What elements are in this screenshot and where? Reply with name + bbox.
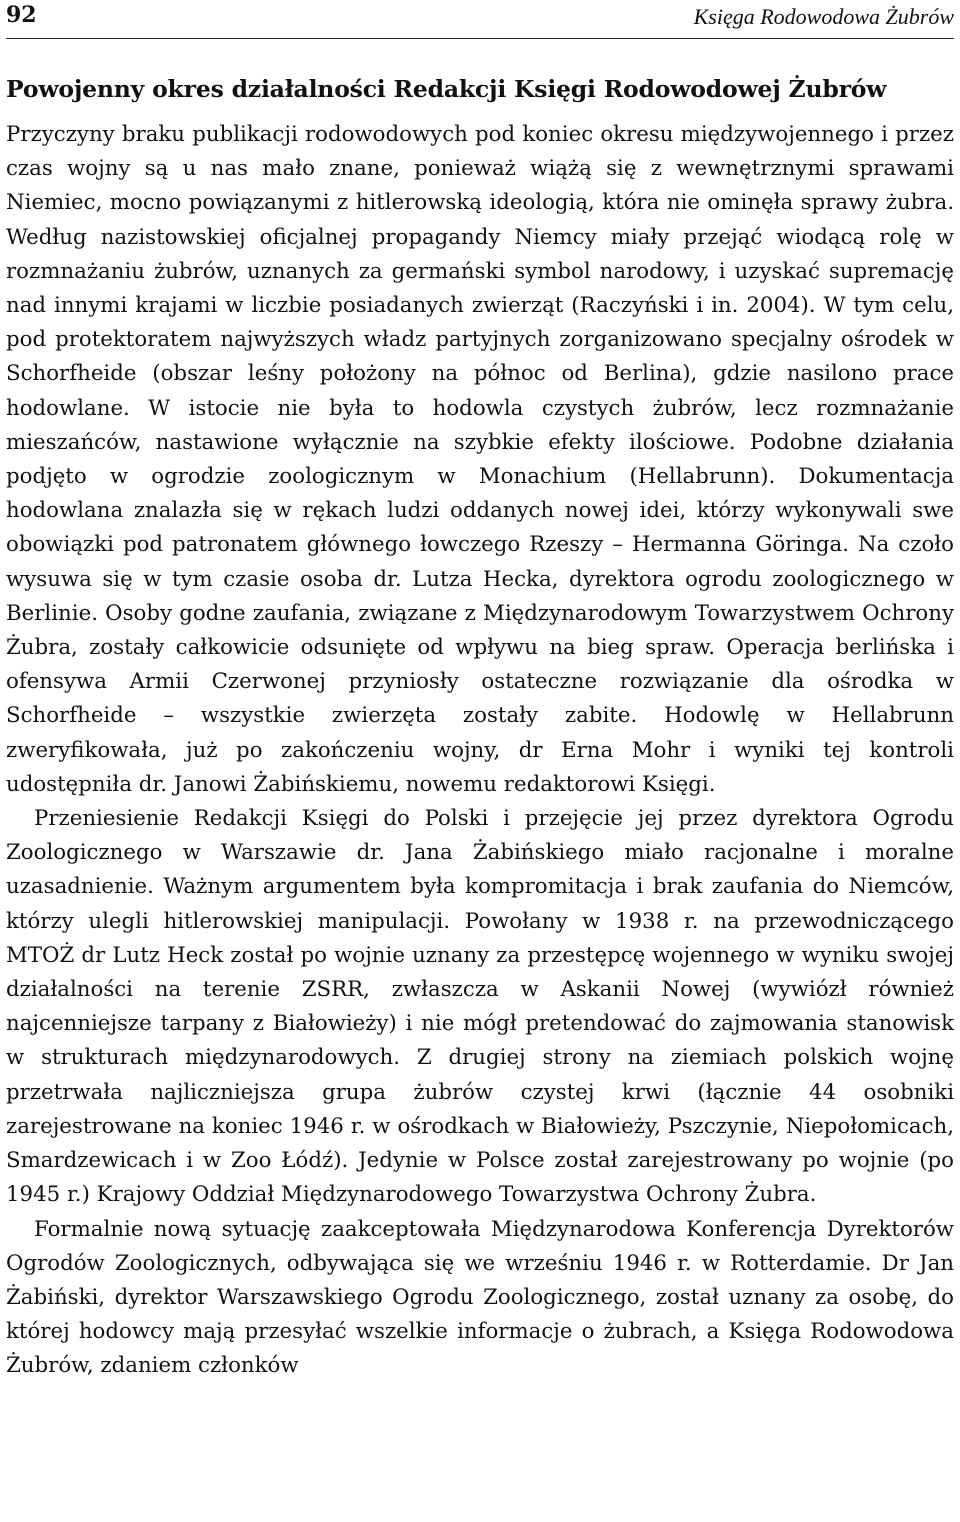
book-page — [6, 0, 954, 1384]
paragraph-3: Formalnie nową sytuację zaakceptowała Międzynarodowa Konferencja Dyrektorów Ogrodów Zoologicznych, odbywająca się we wrześniu 1946 r. w Rotterdamie. Dr Jan Żabiński, dyrektor Warszawskiego Ogrodu Zoologicznego, został uznany za osobę, do której hodowcy mają przesyłać wszelkie informacje o żubrach, a Księga Rodowodowa Żubrów, zdaniem członków — [6, 1216, 954, 1379]
paragraph-2: Przeniesienie Redakcji Księgi do Polski i przejęcie jej przez dyrektora Ogrodu Zoologicznego w Warszawie dr. Jana Żabińskiego miało racjonalne i moralne uzasadnienie. Ważnym argumentem była kompromitacja i brak zaufania do Niemców, którzy ulegli hitlerowskiej manipulacji. Powołany w 1938 r. na przewodniczącego MTOŻ dr Lutz Heck został po wojnie uznany za przestępcę wojennego w wyniku swojej działalności na terenie ZSRR, zwłaszcza w Askanii Nowej (wywiózł również najcenniejsze tarpany z Białowieży) i nie mógł pretendować do zajmowania stanowisk w strukturach międzynarodowych. Z drugiej strony na ziemiach polskich wojnę przetrwała najliczniejsza grupa żubrów czystej krwi (łącznie 44 osobniki zarejestrowane na koniec 1946 r. w ośrodkach w Białowieży, Pszczynie, Niepołomicach, Smardzewicach i w Zoo Łódź). Jedynie w Polsce został zarejestrowany po wojnie (po 1945 r.) Krajowy Oddział Międzynarodowego Towarzystwa Ochrony Żubra. — [6, 806, 954, 1208]
paragraph-1: Przyczyny braku publikacji rodowodowych pod koniec okresu międzywojennego i przez czas wojny są u nas mało znane, ponieważ wiążą się z wewnętrznymi sprawami Niemiec, mocno powiązanymi z hitlerowską ideologią, która nie ominęła sprawy żubra. Według nazistowskiej oficjalnej propagandy Niemcy miały przejąć wiodącą rolę w rozmnażaniu żubrów, uznanych za germański symbol narodowy, i uzyskać supremację nad innymi krajami w liczbie posiadanych zwierząt (Raczyński i in. 2004). W tym celu, pod protektoratem najwyższych władz partyjnych zorganizowano specjalny ośrodek w Schorfheide (obszar leśny położony na północ od Berlina), gdzie nasilono prace hodowlane. W istocie nie była to hodowla czystych żubrów, lecz rozmnażanie mieszańców, nastawione wyłącznie na szybkie efekty ilościowe. Podobne działania podjęto w ogrodzie zoologicznym w Monachium (Hellabrunn). Dokumentacja hodowlana znalazła się w rękach ludzi oddanych nowej idei, którzy wykonywali swe obowiązki pod patronatem głównego łowczego Rzeszy – Hermanna Göringa. Na czoło wysuwa się w tym czasie osoba dr. Lutza Hecka, dyrektora ogrodu zoologicznego w Berlinie. Osoby godne zaufania, związane z Międzynarodowym Towarzystwem Ochrony Żubra, zostały całkowicie odsunięte od wpływu na bieg spraw. Operacja berlińska i ofensywa Armii Czerwonej przyniosły ostateczne rozwiązanie dla ośrodka w Schorfheide – wszystkie zwierzęta zostały zabite. Hodowlę w Hellabrunn zweryfikowała, już po zakończeniu wojny, dr Erna Mohr i wyniki tej kontroli udostępniła dr. Janowi Żabińskiemu, nowemu redaktorowi Księgi. — [6, 122, 954, 797]
page-number: 92 — [6, 2, 37, 28]
body-text — [6, 118, 954, 1384]
section-heading: Powojenny okres działalności Redakcji Księgi Rodowodowej Żubrów — [6, 75, 887, 103]
running-title: Księga Rodowodowa Żubrów — [693, 4, 954, 29]
running-header — [6, 0, 954, 39]
